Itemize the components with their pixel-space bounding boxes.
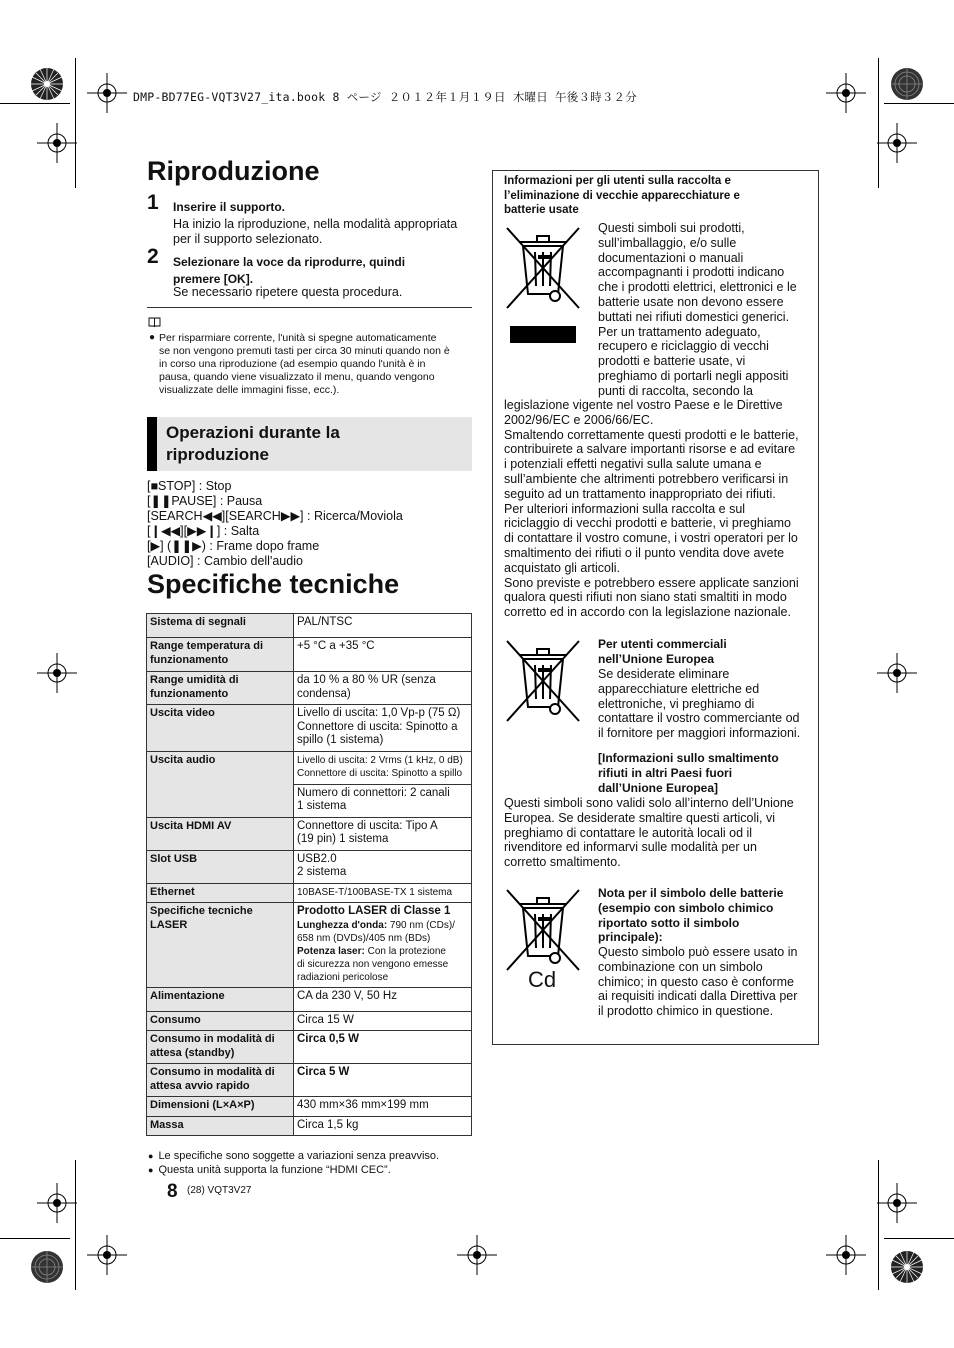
spec-value: da 10 % a 80 % UR (senza condensa) xyxy=(294,672,472,705)
spec-key: Consumo in modalità di attesa (standby) xyxy=(147,1031,294,1064)
box-paragraph: Questi simboli sui prodotti, sull’imballaggio, e/o sulle documentazioni o manuali accompagnanti i prodotti indicano che i prodotti elettrici, elettronici e le batterie usate non devono essere buttati nei rifiuti domestici generici. Per un trattamento adeguato, recupero e riciclaggio di vecchi prodotti e batterie usate, vi preghiamo di portarli negli appositi punti di raccolta, secondo la xyxy=(598,221,797,398)
step-text xyxy=(173,217,457,247)
footnote: ● Le specifiche sono soggette a variazioni senza preavviso. xyxy=(148,1150,440,1162)
spec-key: Consumo in modalità di attesa avvio rapido xyxy=(147,1064,294,1097)
crosshair-mark xyxy=(877,123,917,163)
box-title: Informazioni per gli utenti sulla raccolta e l’eliminazione di vecchie apparecchiature e batterie usate xyxy=(504,175,740,217)
spec-key: Consumo xyxy=(147,1011,294,1031)
spec-value: 10BASE-T/100BASE-TX 1 sistema xyxy=(294,883,472,903)
spec-value: PAL/NTSC xyxy=(294,614,472,638)
box-subtitle: Nota per il simbolo delle batterie (esempio con simbolo chimico riportato sotto il simbolo principale): xyxy=(598,886,784,945)
spec-key: Range umidità di funzionamento xyxy=(147,672,294,705)
text-line: in corso una riproduzione (ad esempio quando l'unità è in xyxy=(159,358,426,370)
box-subtitle: [Informazioni sullo smaltimento rifiuti in altri Paesi fuori dall’Unione Europea] xyxy=(598,751,779,795)
box-paragraph: Questo simbolo può essere usato in combinazione con un simbolo chimico; in questo caso è conforme ai requisiti indicati dalla Direttiva per il prodotto chimico in questione. xyxy=(598,945,798,1019)
spec-value: CA da 230 V, 50 Hz xyxy=(294,987,472,1011)
crosshair-mark xyxy=(37,123,77,163)
section-heading-operazioni xyxy=(147,417,472,471)
chemical-symbol: Cd xyxy=(528,967,557,992)
spec-value: Circa 15 W xyxy=(294,1011,472,1031)
registration-disk-top-right xyxy=(890,67,924,101)
registration-disk-top-left xyxy=(30,67,64,101)
crosshair-mark xyxy=(87,1235,127,1275)
page-number: 8 xyxy=(167,1181,178,1202)
step-number: 2 xyxy=(147,245,159,268)
table-row xyxy=(147,672,472,705)
text-line: se non vengono premuti tasti per circa 30 minuti quando non è xyxy=(159,345,450,357)
table-row xyxy=(147,850,472,883)
text-line: pausa, quando viene visualizzato il menu, quando vengono xyxy=(159,371,435,383)
spec-key: Massa xyxy=(147,1116,294,1136)
table-row xyxy=(147,705,472,752)
text-line: Selezionare la voce da riprodurre, quindi xyxy=(173,255,406,269)
spec-footnotes xyxy=(148,1150,439,1177)
spec-value: Circa 1,5 kg xyxy=(294,1116,472,1136)
spec-key: Alimentazione xyxy=(147,987,294,1011)
text-line: riproduzione xyxy=(166,445,269,464)
box-paragraph: legislazione vigente nel vostro Paese e le Direttive 2002/96/EC e 2006/66/EC. Smaltendo correttamente questi prodotti e le batterie, contribuirete a salvare importanti risorse e ad evitare i potenziali effetti negativi sulla salute umana e sull’ambiente che altrimenti potrebbero verificarsi in seguito ad un trattamento inappropriato dei rifiuti. Per ulteriori informazioni sulla raccolta e sul riciclaggio di vecchi prodotti e batterie, vi preghiamo di contattare il vostro comune, i vostri operatori per lo smaltimento dei rifiuti o il punto vendita dove avete acquistato gli articoli. Sono previste e potrebbero essere applicate sanzioni qualora questi rifiuti non siano stati smaltiti in modo corretto ed in accordo con la legislazione nazionale. xyxy=(504,398,799,620)
table-row xyxy=(147,1011,472,1031)
list-item: [❙◀◀][▶▶❙] : Salta xyxy=(147,524,260,538)
spec-key: Range temperatura di funzionamento xyxy=(147,638,294,672)
footnote: ● Questa unità supporta la funzione “HDMI CEC”. xyxy=(148,1163,391,1176)
spec-key: Ethernet xyxy=(147,883,294,903)
crossed-bin-battery-icon xyxy=(503,886,583,978)
spec-value: Circa 5 W xyxy=(294,1064,472,1097)
spec-value: Connettore di uscita: Tipo A (19 pin) 1 sistema xyxy=(294,817,472,850)
table-row xyxy=(147,638,472,672)
crosshair-mark xyxy=(457,1235,497,1275)
text-line: visualizzate delle immagini fisse, ecc.). xyxy=(159,384,340,396)
registration-disk-bottom-left xyxy=(30,1250,64,1284)
book-icon xyxy=(148,317,161,328)
table-row xyxy=(147,883,472,903)
registration-disk-bottom-right xyxy=(890,1250,924,1284)
text-line: Operazioni durante la xyxy=(166,423,340,442)
crosshair-mark xyxy=(826,73,866,113)
spec-key: Sistema di segnali xyxy=(147,614,294,638)
step-title xyxy=(173,254,405,288)
heading-marker xyxy=(147,417,157,471)
step-title: Inserire il supporto. xyxy=(173,200,286,214)
spec-key: Uscita audio xyxy=(147,751,294,817)
box-paragraph: Se desiderate eliminare apparecchiature elettriche ed elettroniche, vi preghiamo di contattare il vostro commerciante od il fornitore per maggiori informazioni. xyxy=(598,667,801,741)
text-line: premere [OK]. xyxy=(173,272,254,286)
table-row xyxy=(147,1097,472,1117)
spec-key: Uscita video xyxy=(147,705,294,752)
list-item: [AUDIO] : Cambio dell'audio xyxy=(147,554,303,568)
spec-value: Prodotto LASER di Classe 1 Lunghezza d'onda: 790 nm (CDs)/ 658 nm (DVDs)/405 nm (BDs) Potenza laser: Con la protezione di sicurezza non vengono emesse radiazioni pericolose xyxy=(294,903,472,988)
spec-value: Livello di uscita: 1,0 Vp-p (75 Ω) Connettore di uscita: Spinotto a spillo (1 sistema) xyxy=(294,705,472,752)
text-line: per il supporto selezionato. xyxy=(173,232,323,246)
table-row xyxy=(147,1064,472,1097)
text-line: Ha inizio la riproduzione, nella modalità appropriata xyxy=(173,217,458,231)
table-row xyxy=(147,817,472,850)
spec-value: +5 °C a +35 °C xyxy=(294,638,472,672)
print-header: DMP-BD77EG-VQT3V27_ita.book 8 ページ ２０１２年１月１９日 木曜日 午後３時３２分 xyxy=(133,90,637,104)
button-function-list xyxy=(147,479,403,569)
section-title-specifiche: Specifiche tecniche xyxy=(147,569,400,599)
table-row xyxy=(147,1116,472,1136)
crosshair-mark xyxy=(87,73,127,113)
bullet-icon: ● xyxy=(148,1164,159,1175)
spec-key: Dimensioni (L×A×P) xyxy=(147,1097,294,1117)
table-row xyxy=(147,751,472,784)
list-item: [■STOP] : Stop xyxy=(147,479,232,493)
spec-key: Specifiche tecniche LASER xyxy=(147,903,294,988)
crossed-bin-icon xyxy=(503,637,583,729)
box-paragraph: Questi simboli sono validi solo all’interno dell’Unione Europea. Se desiderate smaltire questi articoli, vi preghiamo di contattare le autorità locali od il rivenditore ed informarvi sulle modalità per un corretto smaltimento. xyxy=(504,796,794,870)
step-number: 1 xyxy=(147,191,159,214)
note-text xyxy=(159,332,450,397)
text-line: Per risparmiare corrente, l'unità si spegne automaticamente xyxy=(159,332,437,344)
crosshair-mark xyxy=(877,1183,917,1223)
spec-key: Slot USB xyxy=(147,850,294,883)
step-text: Se necessario ripetere questa procedura. xyxy=(173,285,403,299)
table-row xyxy=(147,903,472,988)
crosshair-mark xyxy=(877,653,917,693)
table-row xyxy=(147,614,472,638)
spec-key: Uscita HDMI AV xyxy=(147,817,294,850)
heading-text xyxy=(166,422,340,466)
bullet-icon: ● xyxy=(148,1151,159,1161)
spec-value: 430 mm×36 mm×199 mm xyxy=(294,1097,472,1117)
divider xyxy=(147,307,472,308)
list-item: [▶] (❚❚▶) : Frame dopo frame xyxy=(147,539,320,553)
crossed-bin-icon xyxy=(503,224,583,346)
table-row xyxy=(147,987,472,1011)
crosshair-mark xyxy=(37,1183,77,1223)
list-item: [❚❚PAUSE] : Pausa xyxy=(147,494,263,508)
bullet-icon: ● xyxy=(149,332,156,343)
section-title-riproduzione: Riproduzione xyxy=(147,156,320,186)
crosshair-mark xyxy=(826,1235,866,1275)
box-subtitle: Per utenti commerciali nell’Unione Europea xyxy=(598,637,727,666)
page-code: (28) VQT3V27 xyxy=(187,1185,252,1196)
spec-value: Livello di uscita: 2 Vrms (1 kHz, 0 dB) Connettore di uscita: Spinotto a spillo xyxy=(294,751,472,784)
table-row xyxy=(147,1031,472,1064)
list-item: [SEARCH◀◀][SEARCH▶▶] : Ricerca/Moviola xyxy=(147,509,403,523)
spec-value: Circa 0,5 W xyxy=(294,1031,472,1064)
spec-value: Numero di connettori: 2 canali 1 sistema xyxy=(294,784,472,817)
crosshair-mark xyxy=(37,653,77,693)
spec-table xyxy=(146,613,472,1136)
spec-value: USB2.0 2 sistema xyxy=(294,850,472,883)
